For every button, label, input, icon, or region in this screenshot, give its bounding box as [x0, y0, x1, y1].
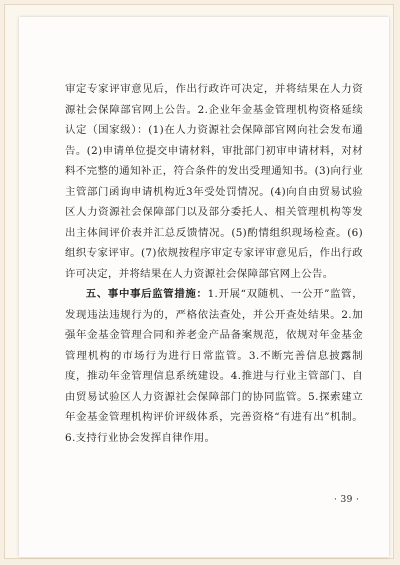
- section-5-paragraph: [65, 284, 363, 448]
- document-body: [65, 79, 363, 448]
- document-page: [19, 17, 389, 557]
- page-number: · 39 ·: [334, 495, 360, 505]
- section-5-heading: 五、事中事后监管措施：: [85, 288, 208, 300]
- paragraph-continued: 审定专家评审意见后，作出行政许可决定，并将结果在人力资源社会保障部官网上公告。2.企业年金基金管理机构资格延续认定（国家级）：(1)在人力资源社会保障部官网向社会发布通告。(2)申请单位提交申请材料，审批部门初审申请材料，对材料不完整的通知补正，符合条件的发出受理通知书。(3)向行业主管部门函询申请机构近3年受处罚情况。(4)向自由贸易试验区人力资源社会保障部门以及部分委托人、相关管理机构等发出主体间评价表并汇总反馈情况。(5)酌情组织现场检查。(6)组织专家评审。(7)依规按程序审定专家评审意见后，作出行政许可决定，并将结果在人力资源社会保障部官网上公告。: [65, 83, 363, 280]
- section-5-text: 1.开展“双随机、一公开”监管，发现违法违规行为的，严格依法查处，并公开查处结果。2.加强年金基金管理合同和养老金产品备案规范，依规对年金基金管理机构的市场行为进行日常监管。3.不断完善信息披露制度，推动年金管理信息系统建设。4.推进与行业主管部门、自由贸易试验区人力资源社会保障部门的协同监管。5.探索建立年金基金管理机构评价评级体系，完善资格“有进有出”机制。6.支持行业协会发挥自律作用。: [65, 288, 363, 444]
- page-frame: [4, 4, 394, 559]
